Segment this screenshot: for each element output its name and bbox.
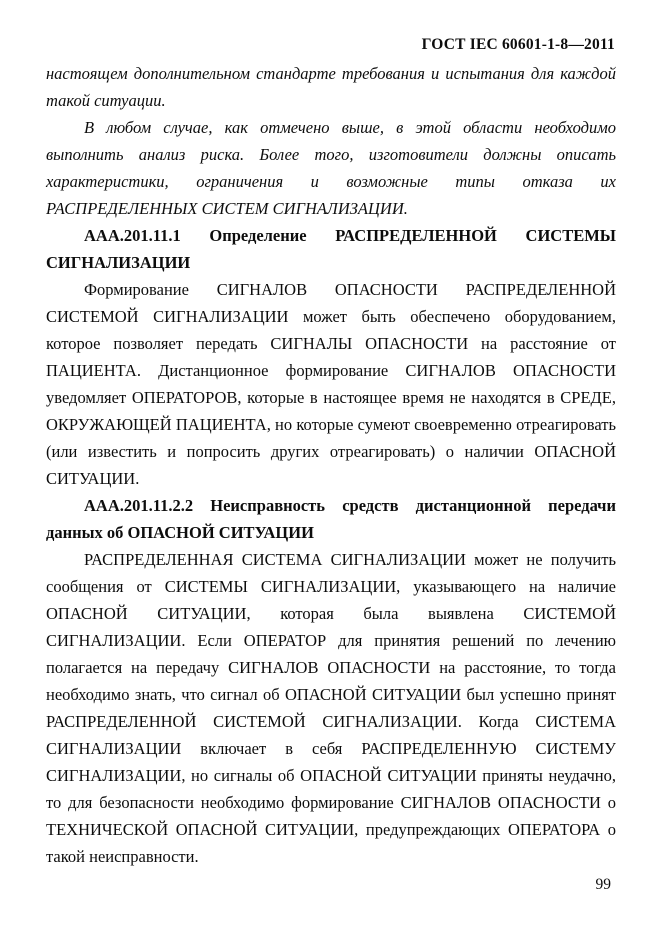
- paragraph-remote-transmission-failure: РАСПРЕДЕЛЕННАЯ СИСТЕМА СИГНАЛИЗАЦИИ может не получить сообщения от СИСТЕМЫ СИГНАЛИЗАЦИИ, указывающего на наличие ОПАСНОЙ СИТУАЦИИ, которая была выявлена СИСТЕМОЙ СИГНАЛИЗАЦИИ. Если ОПЕРАТОР для принятия решений по лечению полагается на передачу СИГНАЛОВ ОПАСНОСТИ на расстояние, то тогда необходимо знать, что сигнал об ОПАСНОЙ СИТУАЦИИ был успешно принят РАСПРЕДЕЛЕННОЙ СИСТЕМОЙ СИГНАЛИЗАЦИИ. Когда СИСТЕМА СИГНАЛИЗАЦИИ включает в себя РАСПРЕДЕЛЕННУЮ СИСТЕМУ СИГНАЛИЗАЦИИ, но сигналы об ОПАСНОЙ СИТУАЦИИ приняты неудачно, то для безопасности необходимо формирование СИГНАЛОВ ОПАСНОСТИ о ТЕХНИЧЕСКОЙ ОПАСНОЙ СИТУАЦИИ, предупреждающих ОПЕРАТОРА о такой неисправности.: [46, 550, 616, 866]
- document-standard-header: ГОСТ IEC 60601-1-8—2011: [421, 36, 615, 53]
- page-number: 99: [595, 876, 611, 893]
- paragraph-distributed-alarm-definition: Формирование СИГНАЛОВ ОПАСНОСТИ РАСПРЕДЕЛЕННОЙ СИСТЕМОЙ СИГНАЛИЗАЦИИ может быть обеспечено оборудованием, которое позволяет передать СИГНАЛЫ ОПАСНОСТИ на расстояние от ПАЦИЕНТА. Дистанционное формирование СИГНАЛОВ ОПАСНОСТИ уведомляет ОПЕРАТОРОВ, которые в настоящее время не находятся в СРЕДЕ, ОКРУЖАЮЩЕЙ ПАЦИЕНТА, но которые сумеют своевременно отреагировать (или известить и попросить других отреагировать) о наличии ОПАСНОЙ СИТУАЦИИ.: [46, 280, 616, 488]
- document-body: [46, 60, 616, 870]
- paragraph-risk-analysis: В любом случае, как отмечено выше, в этой области необходимо выполнить анализ риска. Более того, изготовители должны описать характеристики, ограничения и возможные типы отказа их РАСПРЕДЕЛЕННЫХ СИСТЕМ СИГНАЛИЗАЦИИ.: [46, 118, 616, 218]
- section-heading-aaa-201-11-1: ААА.201.11.1 Определение РАСПРЕДЕЛЕННОЙ СИСТЕМЫ СИГНАЛИЗАЦИИ: [46, 226, 616, 272]
- section-heading-aaa-201-11-2-2: ААА.201.11.2.2 Неисправность средств дистанционной передачи данных об ОПАСНОЙ СИТУАЦИИ: [46, 496, 616, 542]
- paragraph-continuation: настоящем дополнительном стандарте требования и испытания для каждой такой ситуации.: [46, 64, 616, 110]
